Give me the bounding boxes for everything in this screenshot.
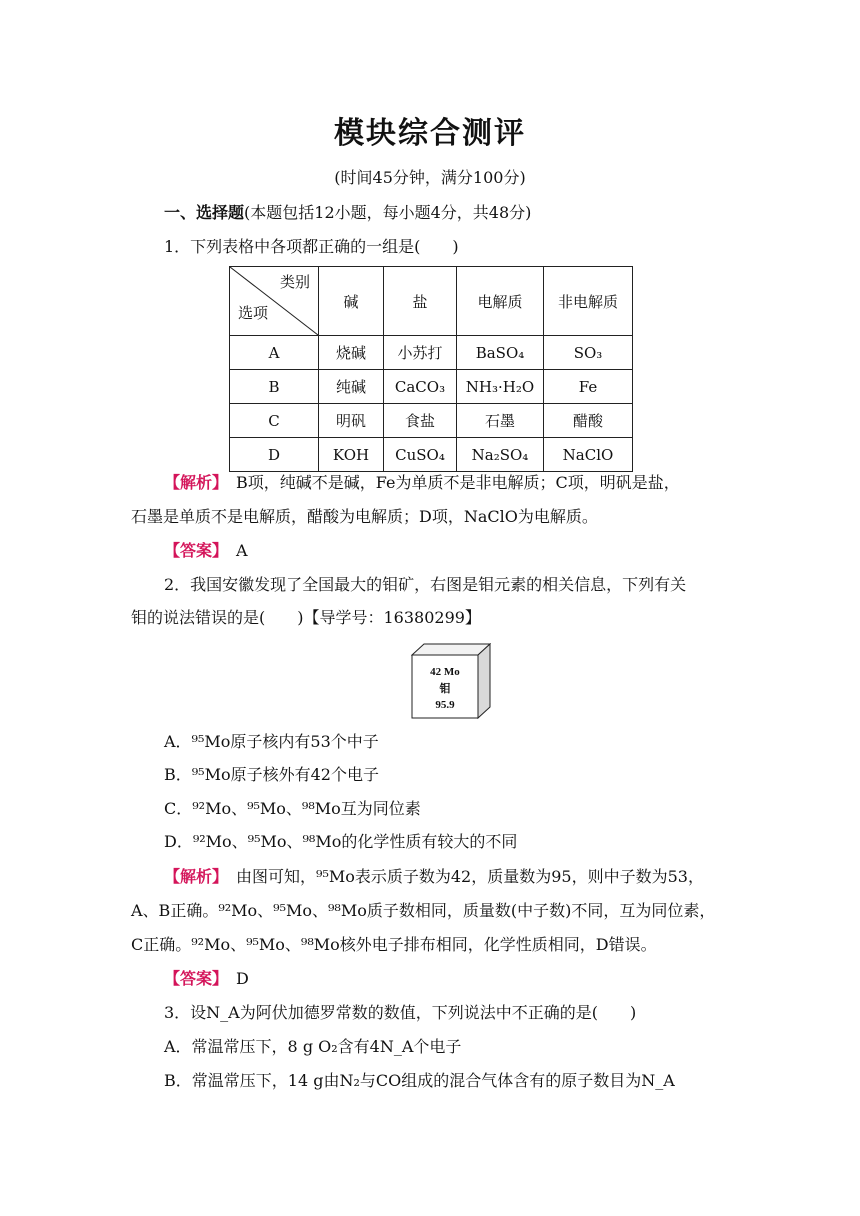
q2-analysis (164, 866, 704, 888)
table-cell: SO₃ (544, 336, 633, 370)
table-corner-cell (230, 267, 319, 336)
table-cell: BaSO₄ (457, 336, 544, 370)
q2-option-c: C．⁹²Mo、⁹⁵Mo、⁹⁸Mo互为同位素 (164, 799, 421, 818)
q3-option-a: A．常温常压下，8 g O₂含有4N_A个电子 (164, 1037, 462, 1056)
analysis-label: 【解析】 (164, 867, 221, 886)
cube-mass: 95.9 (435, 699, 455, 711)
q2-option-d: D．⁹²Mo、⁹⁵Mo、⁹⁸Mo的化学性质有较大的不同 (164, 832, 518, 851)
q2-stem-cont: 钼的说法错误的是( )【导学号：16380299】 (131, 608, 481, 627)
page-title: 模块综合测评 (334, 116, 526, 151)
section-note: (本题包括12小题，每小题4分，共48分) (244, 203, 532, 222)
table-cell: A (230, 336, 319, 370)
table-cell: Na₂SO₄ (457, 438, 544, 472)
table-row (230, 336, 633, 370)
table-row (230, 370, 633, 404)
table-cell: 醋酸 (544, 404, 633, 438)
table-header-row (230, 267, 633, 336)
table-header-cell: 非电解质 (544, 267, 633, 336)
table-cell: CuSO₄ (384, 438, 457, 472)
q1-stem: 1．下列表格中各项都正确的一组是( ) (164, 237, 459, 256)
section-heading-line (164, 202, 531, 224)
table-header-cell: 碱 (319, 267, 384, 336)
answer-value: D (236, 969, 249, 988)
analysis-text: B项，纯碱不是碱，Fe为单质不是非电解质；C项，明矾是盐， (236, 473, 680, 492)
answer-label: 【答案】 (164, 969, 221, 988)
section-heading: 一、选择题 (164, 203, 245, 222)
table-cell: NaClO (544, 438, 633, 472)
q2-option-a: A．⁹⁵Mo原子核内有53个中子 (164, 732, 379, 751)
cube-drawing (411, 643, 491, 719)
table-cell: 小苏打 (384, 336, 457, 370)
q2-analysis-cont: C正确。⁹²Mo、⁹⁵Mo、⁹⁸Mo核外电子排布相同，化学性质相同，D错误。 (131, 935, 657, 954)
table-cell: Fe (544, 370, 633, 404)
cube-symbol: 42 Mo (430, 666, 460, 678)
q2-analysis-cont: A、B正确。⁹²Mo、⁹⁵Mo、⁹⁸Mo质子数相同，质量数(中子数)不同，互为同位素， (131, 901, 716, 920)
answer-label: 【答案】 (164, 541, 221, 560)
q1-table (229, 266, 633, 472)
table-cell: C (230, 404, 319, 438)
table-cell: 食盐 (384, 404, 457, 438)
table-cell: 明矾 (319, 404, 384, 438)
table-cell: CaCO₃ (384, 370, 457, 404)
q1-analysis (164, 472, 680, 494)
table-cell: 纯碱 (319, 370, 384, 404)
analysis-label: 【解析】 (164, 473, 221, 492)
q2-answer (164, 968, 249, 990)
table-cell: 石墨 (457, 404, 544, 438)
molybdenum-element-cube (411, 643, 491, 719)
q2-option-b: B．⁹⁵Mo原子核外有42个电子 (164, 765, 379, 784)
answer-value: A (236, 541, 248, 560)
table-cell: KOH (319, 438, 384, 472)
table-header-cell: 电解质 (457, 267, 544, 336)
table-cell: NH₃·H₂O (457, 370, 544, 404)
q1-answer (164, 540, 248, 562)
corner-top-label: 类别 (279, 273, 310, 291)
corner-bottom-label: 选项 (238, 304, 269, 322)
table-cell: 烧碱 (319, 336, 384, 370)
cube-name: 钼 (439, 682, 451, 695)
q2-stem: 2．我国安徽发现了全国最大的钼矿，右图是钼元素的相关信息，下列有关 (164, 575, 687, 594)
table-cell: B (230, 370, 319, 404)
table-row (230, 438, 633, 472)
time-score-note: (时间45分钟，满分100分) (334, 168, 526, 187)
analysis-text: 由图可知，⁹⁵Mo表示质子数为42，质量数为95，则中子数为53， (236, 867, 704, 886)
table-cell: D (230, 438, 319, 472)
q1-analysis-cont: 石墨是单质不是电解质，醋酸为电解质；D项，NaClO为电解质。 (131, 507, 598, 526)
q3-option-b: B．常温常压下，14 g由N₂与CO组成的混合气体含有的原子数目为N_A (164, 1071, 675, 1090)
table-header-cell: 盐 (384, 267, 457, 336)
table-row (230, 404, 633, 438)
q3-stem: 3．设N_A为阿伏加德罗常数的数值，下列说法中不正确的是( ) (164, 1003, 637, 1022)
